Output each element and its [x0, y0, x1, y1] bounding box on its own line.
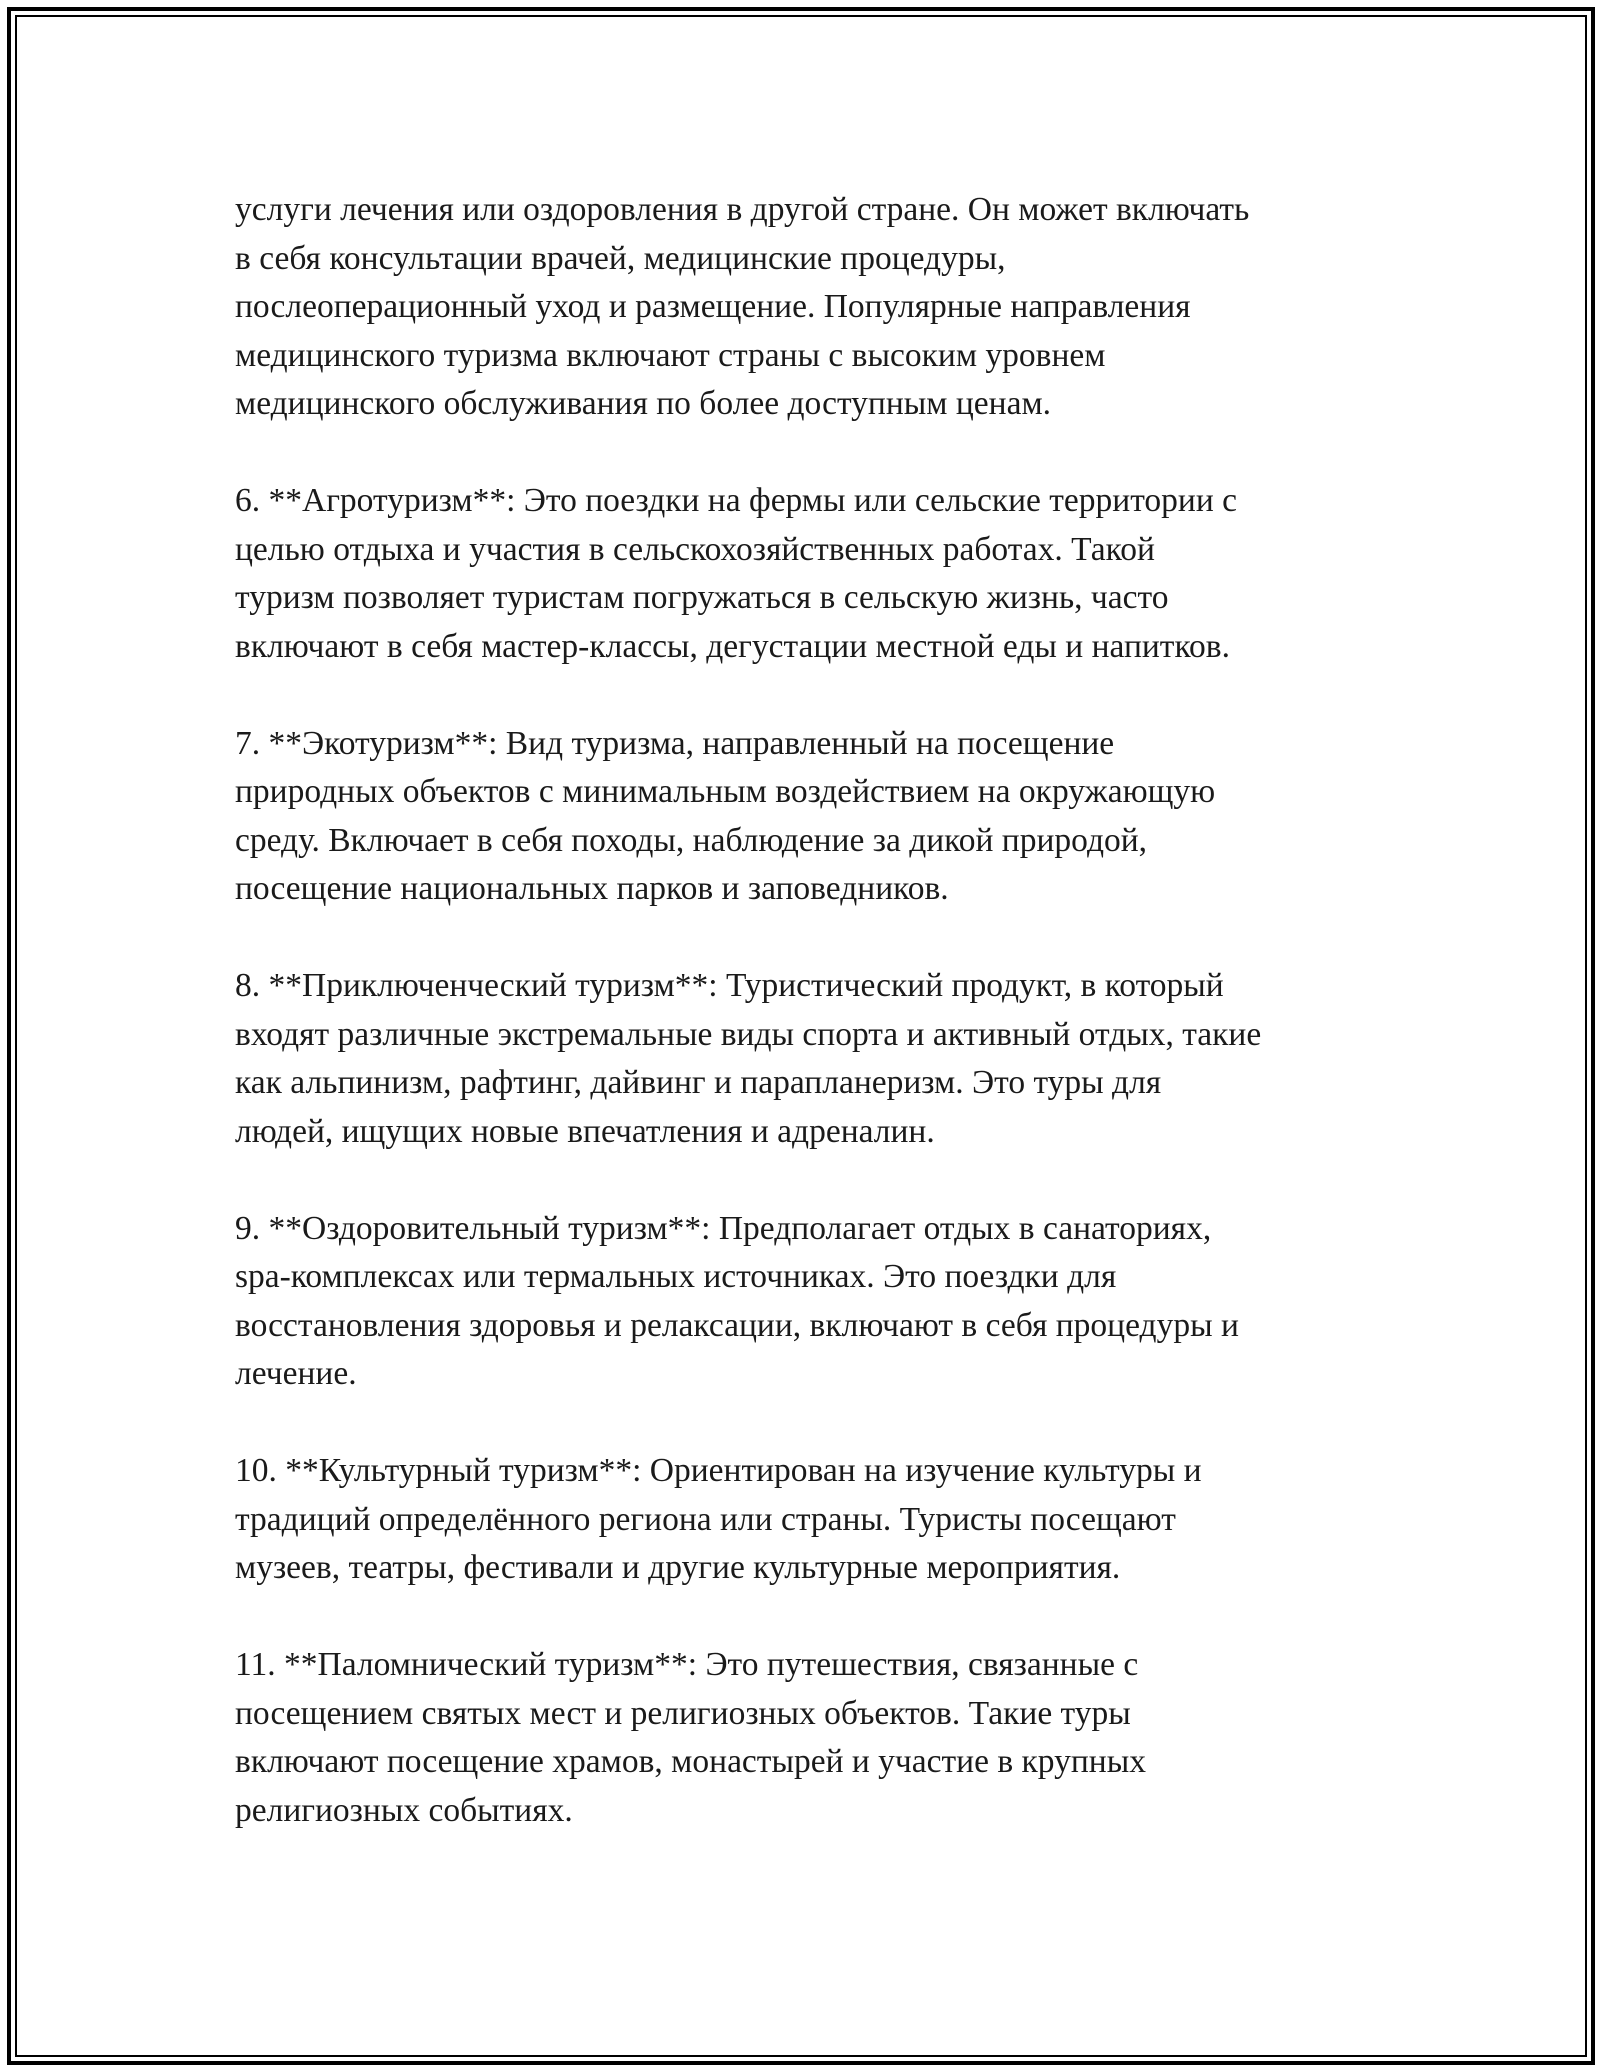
text-line: лечение. — [235, 1355, 357, 1392]
text-line: услуги лечения или оздоровления в другой стране. Он может включать — [235, 191, 1250, 228]
list-item-wellness-tourism — [235, 1205, 1370, 1399]
text-line: восстановления здоровья и релаксации, включают в себя процедуры и — [235, 1306, 1239, 1344]
text-line: включают посещение храмов, монастырей и участие в крупных — [235, 1743, 1146, 1780]
text-line: природных объектов с минимальным воздействием на окружающую — [235, 773, 1216, 810]
text-line: в себя консультации врачей, медицинские процедуры, — [235, 239, 1006, 277]
text-line: послеоперационный уход и размещение. Популярные направления — [235, 288, 1191, 325]
text-line: 9. **Оздоровительный туризм**: Предполагает отдых в санаториях, — [235, 1209, 1212, 1247]
text-line: медицинского туризма включают страны с высоким уровнем — [235, 336, 1106, 374]
text-line: посещением святых мест и религиозных объектов. Такие туры — [235, 1694, 1131, 1732]
text-line: включают в себя мастер-классы, дегустации местной еды и напитков. — [235, 627, 1230, 665]
text-line: среду. Включает в себя походы, наблюдение за дикой природой, — [235, 821, 1148, 859]
text-line: spa-комплексах или термальных источниках. Это поездки для — [235, 1258, 1117, 1295]
text-line: 8. **Приключенческий туризм**: Туристический продукт, в который — [235, 967, 1224, 1004]
text-line: целью отдыха и участия в сельскохозяйственных работах. Такой — [235, 530, 1155, 568]
text-line: туризм позволяет туристам погружаться в сельскую жизнь, часто — [235, 579, 1169, 616]
text-line: 7. **Экотуризм**: Вид туризма, направленный на посещение — [235, 724, 1115, 762]
text-line: медицинского обслуживания по более доступным ценам. — [235, 385, 1052, 422]
list-item-ecotourism — [235, 720, 1370, 914]
text-line: 10. **Культурный туризм**: Ориентирован на изучение культуры и — [235, 1452, 1202, 1489]
paragraph-medical-tourism-continued — [235, 186, 1370, 429]
list-item-agrotourism — [235, 477, 1370, 671]
list-item-cultural-tourism — [235, 1447, 1370, 1593]
text-line: музеев, театры, фестивали и другие культурные мероприятия. — [235, 1549, 1121, 1586]
text-line: входят различные экстремальные виды спорта и активный отдых, такие — [235, 1015, 1262, 1053]
text-line: людей, ищущих новые впечатления и адреналин. — [235, 1112, 935, 1150]
document-body — [235, 186, 1370, 1884]
text-line: как альпинизм, рафтинг, дайвинг и парапланеризм. Это туры для — [235, 1064, 1162, 1101]
text-line: 6. **Агротуризм**: Это поездки на фермы или сельские территории с — [235, 482, 1238, 519]
text-line: религиозных событиях. — [235, 1791, 573, 1829]
text-line: традиций определённого региона или страны. Туристы посещают — [235, 1500, 1176, 1538]
text-line: посещение национальных парков и заповедников. — [235, 870, 949, 907]
list-item-pilgrimage-tourism — [235, 1641, 1370, 1835]
text-line: 11. **Паломнический туризм**: Это путешествия, связанные с — [235, 1646, 1139, 1683]
list-item-adventure-tourism — [235, 962, 1370, 1156]
